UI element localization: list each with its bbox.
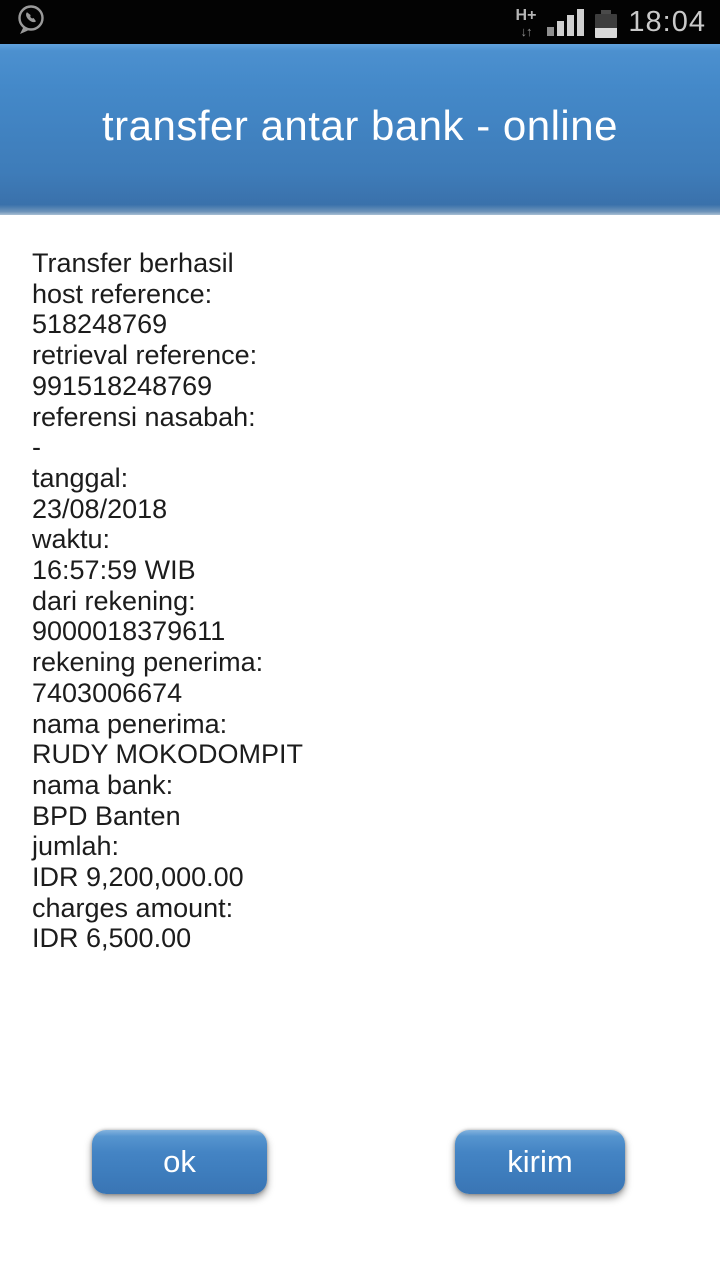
page-title: transfer antar bank - online bbox=[102, 101, 618, 149]
receipt-line: dari rekening: bbox=[32, 585, 196, 616]
receipt-line: referensi nasabah: bbox=[32, 401, 256, 432]
receipt-line: 9000018379611 bbox=[32, 616, 226, 647]
receipt-line: nama penerima: bbox=[32, 708, 228, 739]
receipt-line: BPD Banten bbox=[32, 800, 181, 831]
receipt-status-line: Transfer berhasil bbox=[32, 248, 234, 278]
receipt-line: jumlah: bbox=[32, 831, 120, 862]
receipt-line: retrieval reference: bbox=[32, 340, 258, 371]
network-type-label: H+ bbox=[515, 7, 537, 24]
receipt-line: nama bank: bbox=[32, 769, 174, 800]
receipt-line: host reference: bbox=[32, 278, 213, 309]
receipt-line: 16:57:59 WIB bbox=[32, 555, 196, 586]
receipt-line: IDR 6,500.00 bbox=[32, 923, 192, 954]
signal-strength-icon bbox=[547, 8, 584, 37]
receipt-line: charges amount: bbox=[32, 892, 234, 923]
transfer-receipt bbox=[0, 215, 720, 954]
receipt-line: IDR 9,200,000.00 bbox=[32, 862, 244, 893]
data-transfer-arrows-icon: ↓↑ bbox=[520, 24, 532, 39]
receipt-line: RUDY MOKODOMPIT bbox=[32, 739, 304, 770]
kirim-button[interactable]: kirim bbox=[455, 1130, 625, 1194]
receipt-line: 23/08/2018 bbox=[32, 493, 168, 524]
whatsapp-icon bbox=[16, 3, 46, 42]
receipt-line: tanggal: bbox=[32, 462, 129, 493]
page-header bbox=[0, 44, 720, 215]
receipt-line: 991518248769 bbox=[32, 370, 213, 401]
receipt-line: 518248769 bbox=[32, 309, 168, 340]
network-type-indicator bbox=[516, 8, 537, 38]
receipt-line: 7403006674 bbox=[32, 677, 183, 708]
receipt-line: rekening penerima: bbox=[32, 647, 264, 678]
status-bar-indicators bbox=[516, 0, 706, 44]
battery-icon bbox=[595, 10, 617, 38]
status-bar bbox=[0, 0, 720, 44]
receipt-line: waktu: bbox=[32, 524, 111, 555]
ok-button[interactable]: ok bbox=[92, 1130, 267, 1194]
status-bar-clock: 18:04 bbox=[628, 5, 706, 38]
receipt-line: - bbox=[32, 432, 41, 463]
